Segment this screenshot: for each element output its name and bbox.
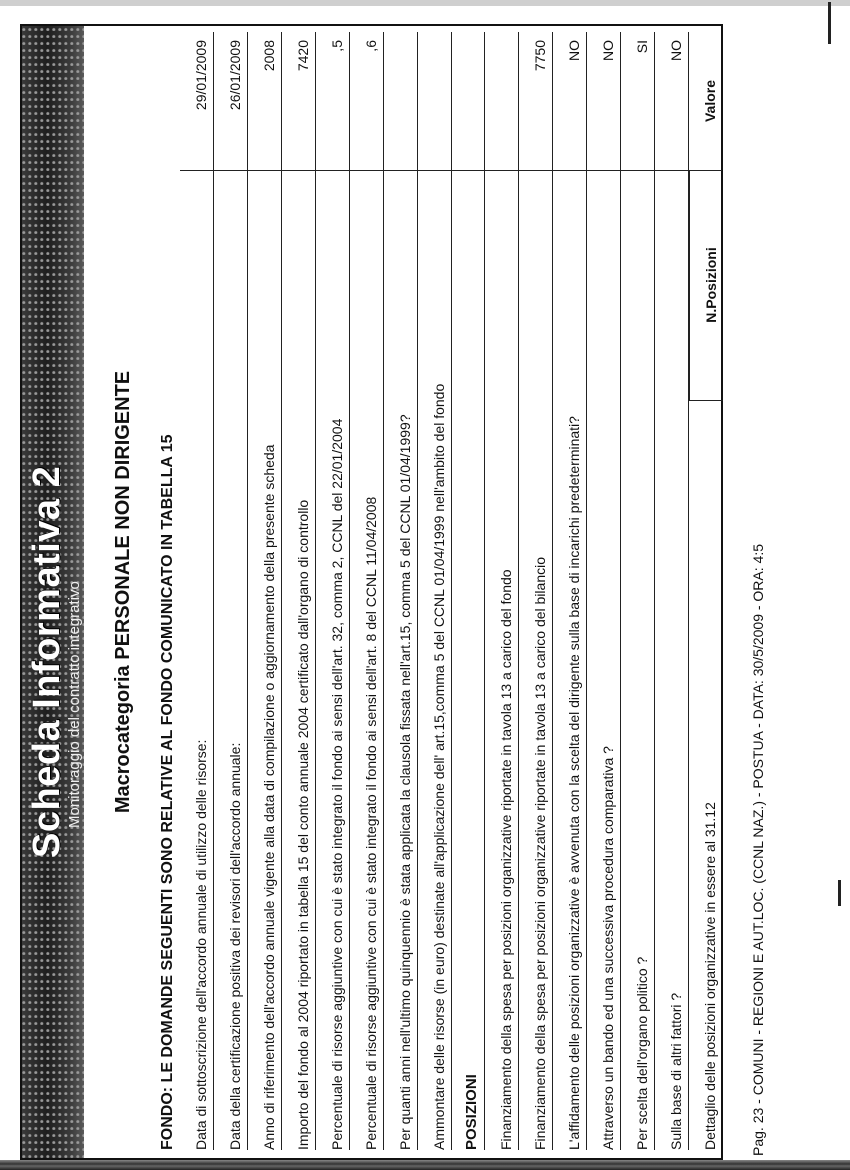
value-cell: [485, 32, 518, 171]
question-text: Data della certificazione positiva dei revisori dell'accordo annuale:: [227, 742, 243, 1150]
value-cell: NO: [655, 32, 688, 171]
page-footer: Pag. 23 - COMUNI - REGIONI E AUT.LOC. (CCNL NAZ.) - POSTUA - DATA: 30/5/2009 - ORA: 4:5: [750, 543, 766, 1156]
question-text: L'affidamento delle posizioni organizzative è avvenuta con la scelta del dirigente sulla base di incarichi predeterminati?: [566, 416, 582, 1150]
value-cell: 26/01/2009: [214, 32, 247, 171]
value-cell: [418, 32, 451, 171]
banner-subtitle: Monitoraggio del contratto integrativo: [66, 581, 83, 828]
table-row: [316, 32, 350, 1150]
value-cell: [452, 32, 485, 171]
value-cell: ,6: [350, 32, 383, 171]
question-text: Ammontare delle risorse (in euro) destinate all'applicazione dell' art.15,comma 5 del CCNL 01/04/1999 nell'ambito del fondo: [431, 383, 447, 1150]
detail-row: [689, 32, 722, 1150]
form-content: [150, 32, 722, 1150]
value-cell: [384, 32, 417, 171]
posizioni-heading: POSIZIONI: [463, 1074, 480, 1150]
fondo-heading: FONDO: LE DOMANDE SEGUENTI SONO RELATIVE AL FONDO COMUNICATO IN TABELLA 15: [159, 434, 176, 1150]
table-row: [587, 32, 621, 1150]
question-text: Percentuale di risorse aggiuntive con cui è stato integrato il fondo ai sensi dell'art. 8 del CCNL 11/04/2008: [363, 496, 379, 1150]
value-cell: ,5: [316, 32, 349, 171]
banner: [22, 26, 84, 1158]
banner-title: Scheda Informativa 2: [26, 465, 68, 858]
value-cell: NO: [587, 32, 620, 171]
table-row: [350, 32, 384, 1150]
question-text: Percentuale di risorse aggiuntive con cui è stato integrato il fondo ai sensi dell'art. 32, comma 2, CCNL del 22/01/2004: [329, 418, 345, 1150]
posizioni-heading-row: [452, 32, 485, 1150]
valore-header-cell: Valore: [689, 32, 722, 171]
table-row: [519, 32, 553, 1150]
table-row: [553, 32, 587, 1150]
value-cell: 29/01/2009: [180, 32, 213, 171]
table-row: [180, 32, 214, 1150]
value-cell: SI: [621, 32, 654, 171]
form-frame: [20, 24, 723, 1160]
question-text: Finanziamento della spesa per posizioni organizzative riportate in tavola 13 a carico del bilancio: [532, 556, 548, 1150]
npos-header-cell: N.Posizioni: [689, 170, 723, 401]
question-text: Data di sottoscrizione dell'accordo annuale di utilizzo delle risorse:: [193, 739, 209, 1150]
table-row: [282, 32, 316, 1150]
table-row: [214, 32, 248, 1150]
fondo-heading-row: [150, 32, 180, 1150]
table-row: [621, 32, 655, 1150]
table-row: [485, 32, 519, 1150]
question-text: Per scelta dell'organo politico ?: [634, 956, 650, 1150]
question-text: Importo del fondo al 2004 riportato in tabella 15 del conto annuale 2004 certificato dall'organo di controllo: [295, 499, 311, 1150]
table-row: [418, 32, 452, 1150]
macrocategory-title: Macrocategoria PERSONALE NON DIRIGENTE: [112, 370, 134, 814]
question-text: Finanziamento della spesa per posizioni organizzative riportate in tavola 13 a carico del fondo: [498, 569, 514, 1150]
question-text: Anno di riferimento dell'accordo annuale vigente alla data di compilazione o aggiornamento della presente scheda: [261, 444, 277, 1150]
question-text: Attraverso un bando ed una successiva procedura comparativa ?: [600, 746, 616, 1150]
question-text: Per quanti anni nell'ultimo quinquennio è stata applicata la clausola fissata nell'art.15, comma 5 del CCNL 01/04/1999?: [397, 414, 413, 1150]
value-cell: 2008: [248, 32, 281, 171]
value-cell: 7750: [519, 32, 552, 171]
value-cell: NO: [553, 32, 586, 171]
question-text: Sulla base di altri fattori ?: [668, 992, 684, 1150]
table-row: [248, 32, 282, 1150]
table-row: [384, 32, 418, 1150]
question-text: Dettaglio delle posizioni organizzative in essere al 31.12: [702, 802, 718, 1150]
value-cell: 7420: [282, 32, 315, 171]
table-row: [655, 32, 689, 1150]
